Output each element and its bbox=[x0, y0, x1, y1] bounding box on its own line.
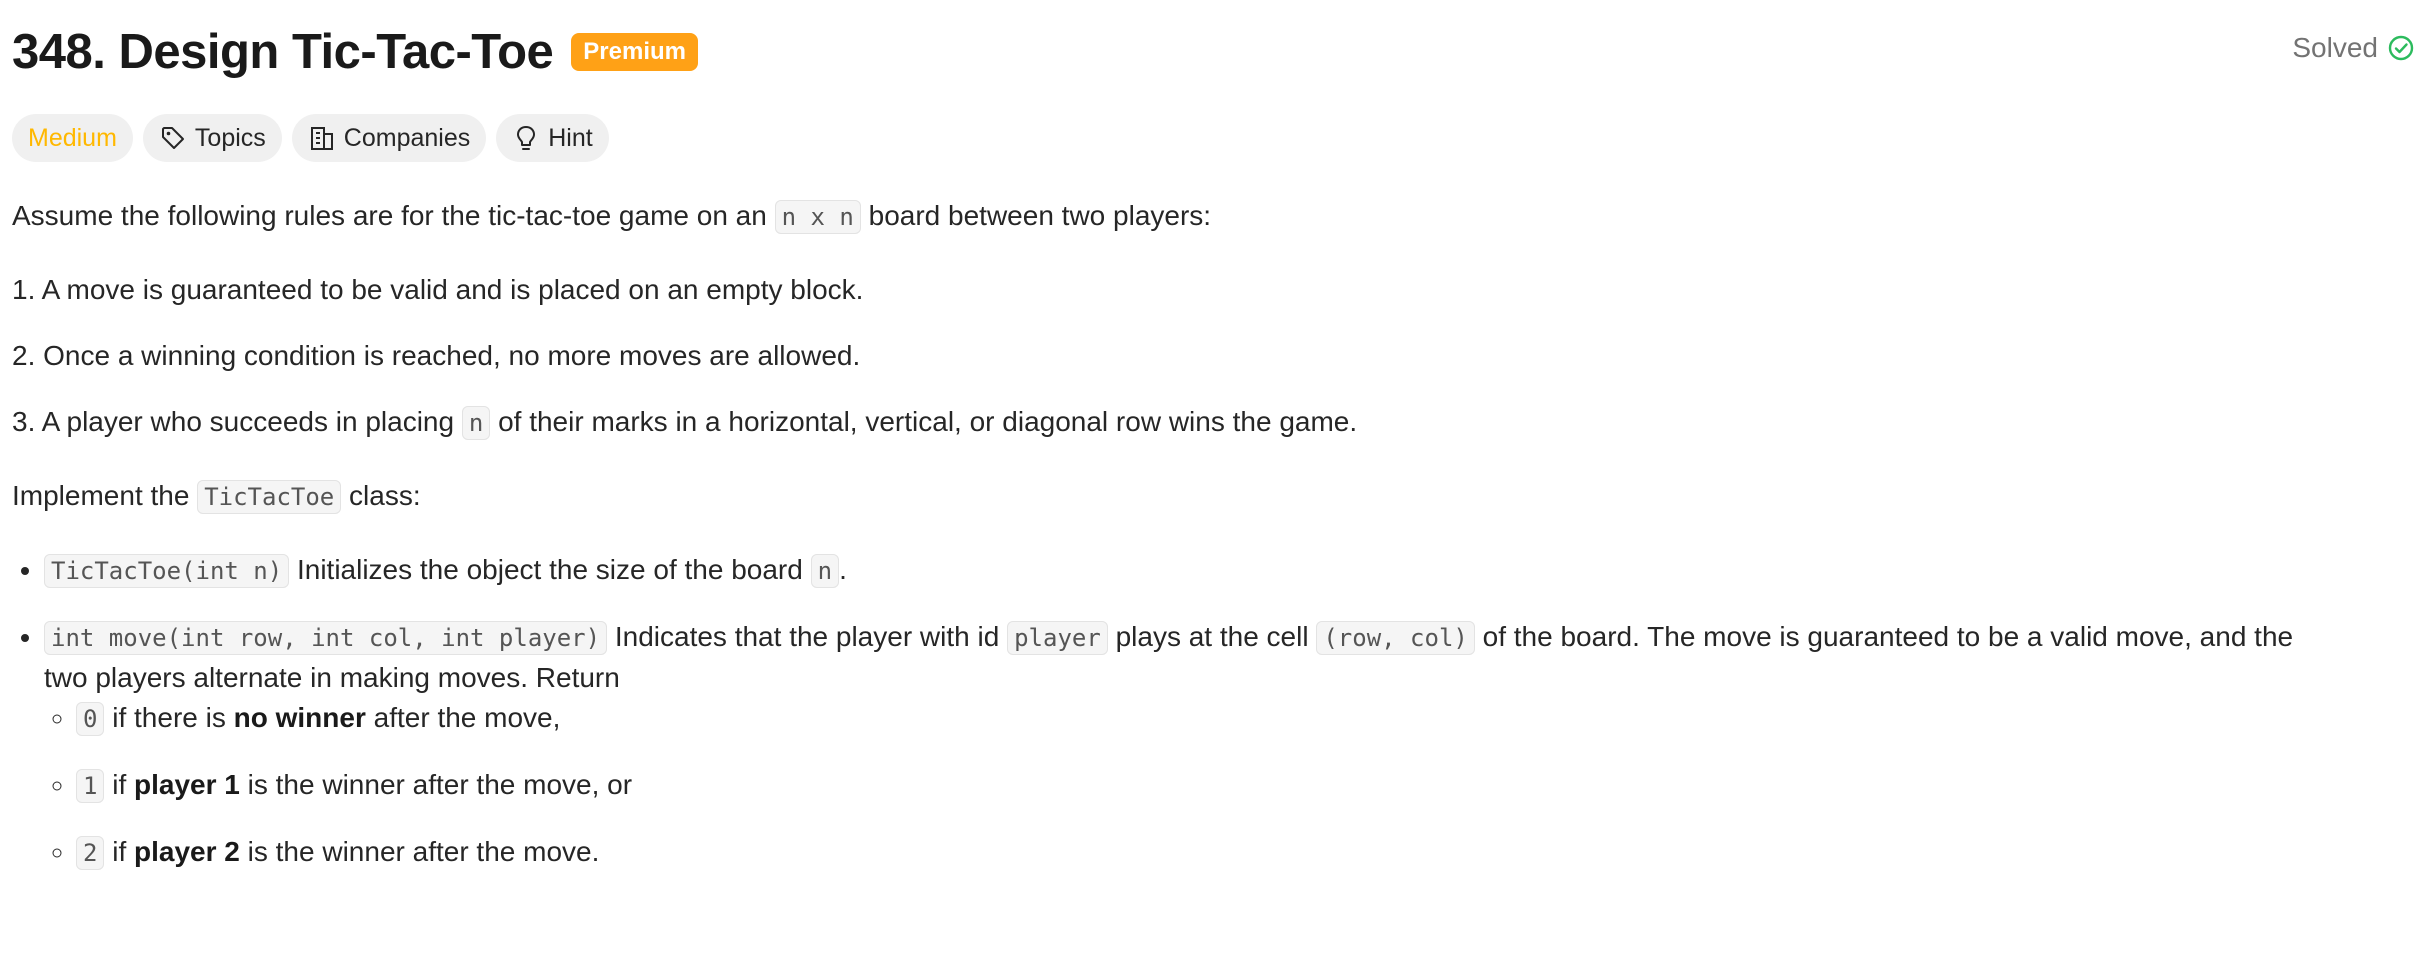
hint-label: Hint bbox=[548, 123, 593, 152]
list-item bbox=[76, 832, 2412, 873]
implement-code: TicTacToe bbox=[197, 480, 341, 514]
check-circle-icon bbox=[2388, 35, 2414, 61]
list-item bbox=[44, 550, 2412, 591]
move-player-code: player bbox=[1007, 621, 1108, 655]
rule-3-code: n bbox=[462, 406, 490, 440]
solved-status bbox=[2292, 32, 2414, 64]
list-item bbox=[76, 698, 2412, 739]
list-item bbox=[44, 617, 2412, 873]
building-icon bbox=[308, 124, 336, 152]
tag-icon bbox=[159, 124, 187, 152]
intro-code: n x n bbox=[775, 200, 861, 234]
constructor-end: . bbox=[839, 554, 847, 585]
return-0-pre: if there is bbox=[112, 702, 226, 733]
constructor-text: Initializes the object the size of the board bbox=[296, 554, 803, 585]
list-item bbox=[76, 765, 2412, 806]
constructor-code: TicTacToe(int n) bbox=[44, 554, 289, 588]
companies-button[interactable] bbox=[292, 114, 486, 162]
return-0-post: after the move, bbox=[373, 702, 561, 733]
tag-bar bbox=[12, 114, 609, 162]
intro-paragraph bbox=[12, 196, 1211, 237]
lightbulb-icon bbox=[512, 124, 540, 152]
implement-prefix: Implement the bbox=[12, 480, 190, 511]
intro-text: Assume the following rules are for the tic-tac-toe game on an bbox=[12, 200, 767, 231]
title-row bbox=[12, 26, 698, 78]
intro-suffix: board between two players: bbox=[868, 200, 1212, 231]
move-cell-code: (row, col) bbox=[1316, 621, 1475, 655]
return-list bbox=[44, 698, 2412, 873]
move-signature-code: int move(int row, int col, int player) bbox=[44, 621, 607, 655]
return-1-code: 1 bbox=[76, 769, 104, 803]
return-2-pre: if bbox=[112, 836, 127, 867]
topics-label: Topics bbox=[194, 123, 266, 152]
move-text-1: Indicates that the player with id bbox=[614, 621, 1000, 652]
move-text-4: two players alternate in making moves. Return bbox=[44, 662, 620, 693]
difficulty-badge bbox=[12, 114, 133, 162]
problem-header bbox=[12, 0, 2422, 100]
move-text-2: plays at the cell bbox=[1115, 621, 1309, 652]
rule-3 bbox=[12, 402, 1357, 443]
return-1-post: is the winner after the move, or bbox=[247, 769, 633, 800]
rule-3-prefix: 3. A player who succeeds in placing bbox=[12, 406, 455, 437]
premium-badge[interactable]: Premium bbox=[571, 33, 698, 71]
rule-2: 2. Once a winning condition is reached, no more moves are allowed. bbox=[12, 340, 861, 371]
return-2-bold: player 2 bbox=[134, 836, 240, 867]
topics-button[interactable] bbox=[143, 114, 282, 162]
return-1-pre: if bbox=[112, 769, 127, 800]
page-title[interactable]: 348. Design Tic-Tac-Toe bbox=[12, 25, 554, 79]
hint-button[interactable] bbox=[496, 114, 608, 162]
difficulty-label: Medium bbox=[28, 123, 117, 152]
return-0-code: 0 bbox=[76, 702, 104, 736]
move-text-3: of the board. The move is guaranteed to be a valid move, and the bbox=[1482, 621, 2294, 652]
solved-label: Solved bbox=[2292, 32, 2378, 63]
return-1-bold: player 1 bbox=[134, 769, 240, 800]
companies-label: Companies bbox=[343, 123, 471, 152]
rule-1: 1. A move is guaranteed to be valid and is placed on an empty block. bbox=[12, 274, 864, 305]
method-list bbox=[12, 550, 2412, 873]
rule-3-suffix: of their marks in a horizontal, vertical, or diagonal row wins the game. bbox=[498, 406, 1358, 437]
implement-suffix: class: bbox=[349, 480, 421, 511]
return-2-post: is the winner after the move. bbox=[247, 836, 600, 867]
problem-page bbox=[12, 0, 2422, 867]
constructor-code-n: n bbox=[811, 554, 839, 588]
implement-paragraph bbox=[12, 476, 421, 517]
return-2-code: 2 bbox=[76, 836, 104, 870]
return-0-bold: no winner bbox=[233, 702, 366, 733]
